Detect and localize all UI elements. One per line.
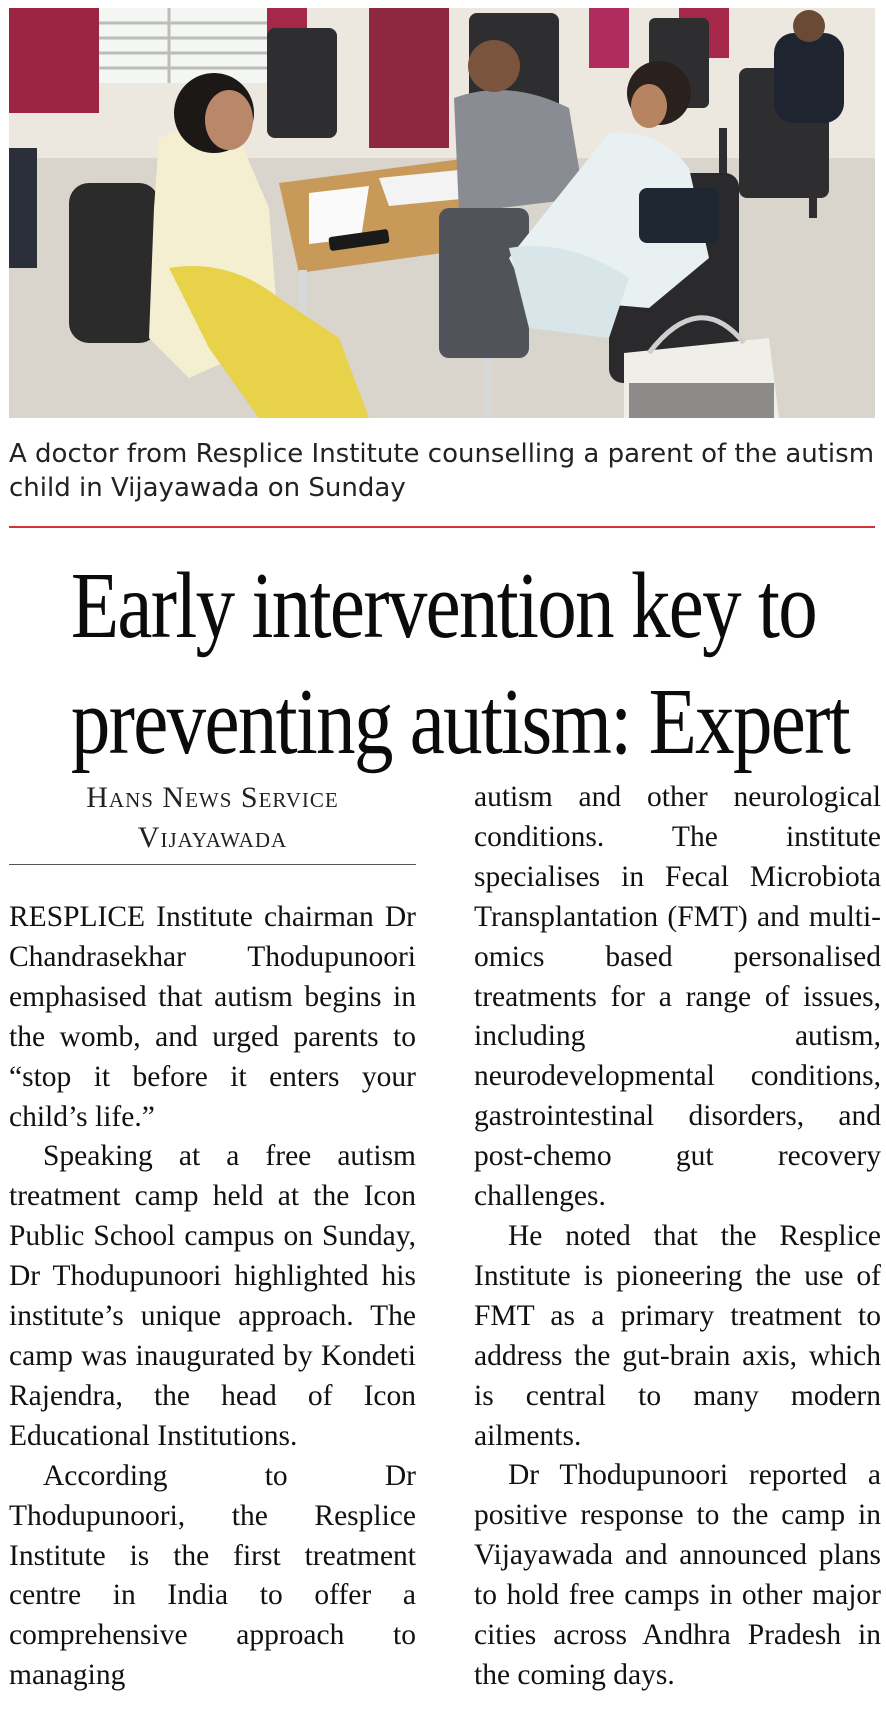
byline-divider <box>9 864 416 865</box>
headline-line-2: preventing autism: Expert <box>70 670 849 774</box>
paragraph-3: According to Dr Thodupunoori, the Resplice Institute is the first treatment centre in India to offer a comprehensive approach to managing <box>9 1459 416 1692</box>
headline <box>70 548 849 780</box>
caption-divider <box>9 526 875 528</box>
article-column-left <box>9 898 416 1696</box>
photo-caption: A doctor from Resplice Institute counselling a parent of the autism child in Vijayawada on Sunday <box>9 439 875 503</box>
paragraph-2: Speaking at a free autism treatment camp held at the Icon Public School campus on Sunday, Dr Thodupunoori highlighted his institute’s unique approach. The camp was inaugurated by Kondeti Rajendra, the head of Icon Educational Institutions. <box>9 1140 416 1452</box>
paragraph-1: RESPLICE Institute chairman Dr Chandrasekhar Thodupunoori emphasised that autism begins in the womb, and urged parents to “stop it before it enters your child’s life.” <box>9 901 416 1133</box>
article-column-right <box>474 778 881 1696</box>
byline-source: Hans News Service <box>86 781 339 814</box>
paragraph-5: Dr Thodupunoori reported a positive response to the camp in Vijayawada and announced plans to hold free camps in other major cities across Andhra Pradesh in the coming days. <box>474 1459 881 1691</box>
byline-place: Vijayawada <box>137 821 288 854</box>
headline-line-1: Early intervention key to <box>70 554 817 658</box>
photo-illustration <box>9 8 875 418</box>
byline <box>9 778 416 858</box>
paragraph-3-continued: autism and other neurological conditions. The institute specialises in Fecal Microbiota Transplantation (FMT) and multi-omics based personalised treatments for a range of issues, including autism, neurodevelopmental conditions, gastrointestinal disorders, and post-chemo gut recovery challenges. <box>474 781 881 1213</box>
article-photo <box>9 8 875 418</box>
paragraph-4: He noted that the Resplice Institute is pioneering the use of FMT as a primary treatment to address the gut-brain axis, which is central to many modern ailments. <box>474 1219 881 1452</box>
